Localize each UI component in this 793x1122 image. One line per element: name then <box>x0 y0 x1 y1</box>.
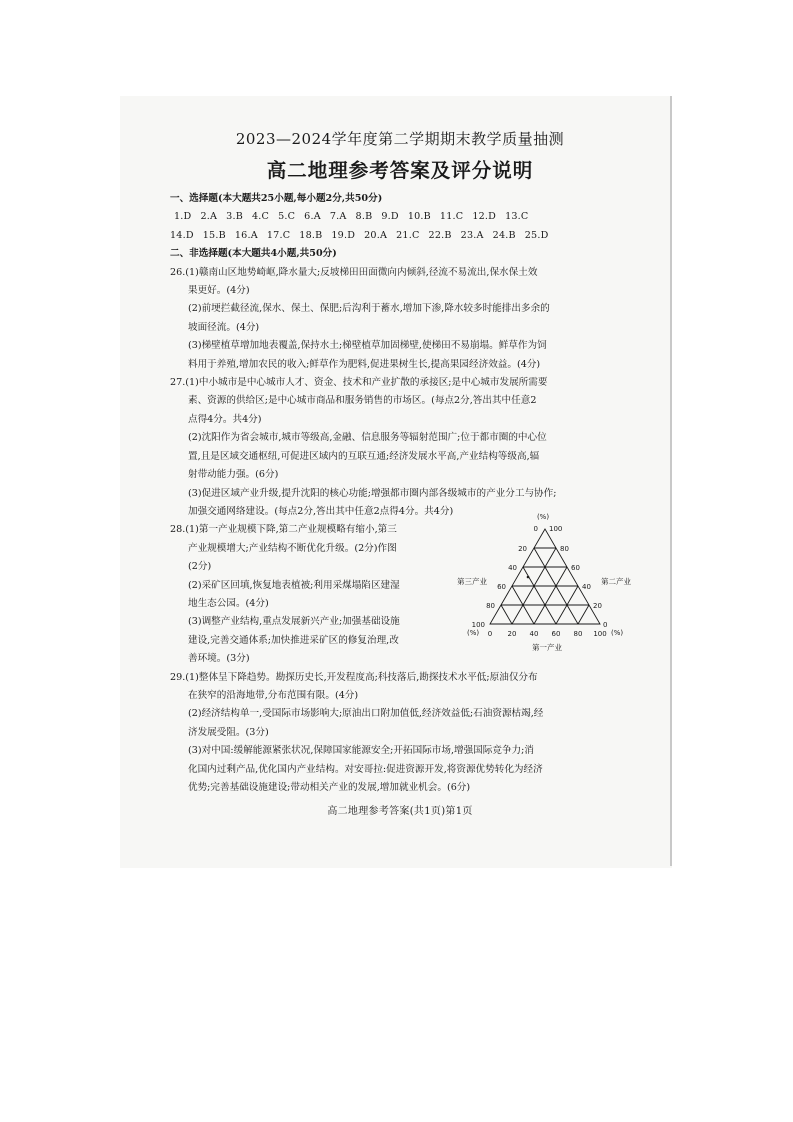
section2-heading: 二、非选择题(本大题共4小题,共50分) <box>170 248 337 260</box>
answer-item: 17.C <box>266 229 291 241</box>
left-tick: 100 <box>471 621 485 630</box>
answer-item: 10.B <box>407 211 431 223</box>
plotted-point <box>527 576 530 579</box>
answer-item: 23.A <box>460 229 484 241</box>
q29-line: 在狭窄的沿海地带,分布范围有限。(4分) <box>188 689 359 701</box>
bottom-tick: 40 <box>529 630 539 639</box>
right-tick: 80 <box>560 545 569 554</box>
q29-line: 化国内过剩产品,优化国内产业结构。对安哥拉:促进资源开发,将资源优势转化为经济 <box>188 763 543 775</box>
q26-line: (3)梯壁植草增加地表覆盖,保持水土;梯壁植草加固梯壁,使梯田不易崩塌。鲜草作为饲 <box>188 340 547 352</box>
bottom-left-unit: (%) <box>467 629 480 638</box>
q26-line: 果更好。(4分) <box>188 285 250 297</box>
answer-item: 13.C <box>505 211 529 223</box>
q27-line: 置,且是区域交通枢纽,可促进区域内的互联互通;经济发展水平高,产业结构等级高,辐 <box>188 450 540 462</box>
tertiary-industry-label: 第三产业 <box>457 577 487 587</box>
answer-item: 22.B <box>428 229 452 241</box>
bottom-tick: 60 <box>551 630 561 639</box>
answer-item: 21.C <box>396 229 420 241</box>
answer-item: 3.B <box>226 211 243 223</box>
q27-line: 加强交通网络建设。(每点2分,答出其中任意2点得4分。共4分) <box>188 505 454 517</box>
left-tick: 20 <box>518 545 527 554</box>
page-footer: 高二地理参考答案(共1页)第1页 <box>327 806 473 818</box>
document-title: 高二地理参考答案及评分说明 <box>266 159 534 182</box>
q27-line: 射带动能力强。(6分) <box>188 469 279 481</box>
answers-row-2 <box>170 227 630 245</box>
answer-item: 24.B <box>492 229 516 241</box>
bottom-right-unit: (%) <box>611 629 624 638</box>
question-28 <box>170 513 631 668</box>
q28-line: 建设,完善交通体系;加快推进采矿区的修复治理,改 <box>188 634 399 646</box>
answer-item: 14.D <box>170 229 194 241</box>
q28-line: 地生态公园。(4分) <box>188 597 269 609</box>
answer-item: 9.D <box>381 211 399 223</box>
top-unit-label: (%) <box>536 513 550 522</box>
q27-line: (3)促进区域产业升级,提升沈阳的核心功能;增强都市圈内部各级城市的产业分工与协作; <box>188 487 557 499</box>
ternary-grid <box>490 529 600 624</box>
answer-item: 2.A <box>200 211 218 223</box>
question-27 <box>170 374 630 521</box>
answer-item: 18.B <box>299 229 323 241</box>
bottom-tick: 20 <box>507 630 517 639</box>
q29-line: 29.(1)整体呈下降趋势。勘探历史长,开发程度高;科技落后,勘探技术水平低;原油仅分布 <box>170 671 538 683</box>
question-29 <box>170 669 630 798</box>
q29-line: 济发展受阻。(3分) <box>188 726 269 738</box>
bottom-tick: 80 <box>573 630 583 639</box>
bottom-tick: 100 <box>593 630 607 639</box>
right-tick: 0 <box>603 621 608 630</box>
q26-line: 料用于养殖,增加农民的收入;鲜草作为肥料,促进果树生长,提高果园经济效益。(4分) <box>188 358 541 370</box>
answer-item: 25.D <box>524 229 549 241</box>
q29-line: 优势;完善基础设施建设;带动相关产业的发展,增加就业机会。(6分) <box>188 782 471 793</box>
q26-line: (2)前埂拦截径流,保水、保土、保肥;后沟利于蓄水,增加下渗,降水较多时能排出多余的 <box>188 303 550 315</box>
question-26 <box>170 264 630 374</box>
answer-item: 11.C <box>439 211 464 223</box>
answer-item: 8.B <box>355 211 373 223</box>
q29-line: (3)对中国:缓解能源紧张状况,保障国家能源安全;开拓国际市场,增强国际竞争力;消 <box>188 745 534 757</box>
q28-line: 产业规模增大;产业结构不断优化升级。(2分)作图 <box>188 542 397 554</box>
answer-item: 12.D <box>472 211 497 223</box>
answers-row-1 <box>170 208 630 226</box>
answer-item: 5.C <box>278 211 296 223</box>
q28-line: 28.(1)第一产业规模下降,第二产业规模略有缩小,第三 <box>170 524 397 536</box>
primary-industry-label: 第一产业 <box>532 643 562 653</box>
answer-item: 7.A <box>329 211 347 223</box>
answer-item: 15.B <box>202 229 226 241</box>
q27-line: 素、资源的供给区;是中心城市商品和服务销售的市场区。(每点2分,答出其中任意2 <box>188 395 537 407</box>
q28-text <box>170 521 452 668</box>
exam-title: 2023—2024学年度第二学期期末教学质量抽测 <box>235 130 565 148</box>
right-tick: 40 <box>582 583 591 592</box>
right-tick: 100 <box>549 525 563 534</box>
q27-line: (2)沈阳作为省会城市,城市等级高,金融、信息服务等辐射范围广;位于都市圈的中心位 <box>188 432 547 444</box>
q27-line: 点得4分。共4分) <box>188 413 262 425</box>
answer-item: 16.A <box>234 229 258 241</box>
left-tick: 0 <box>533 525 538 534</box>
q26-line: 坡面径流。(4分) <box>188 321 260 333</box>
sheet-edge-shadow <box>670 96 672 866</box>
answer-item: 4.C <box>251 211 270 223</box>
answer-item: 19.D <box>331 229 356 241</box>
answer-item: 20.A <box>364 229 388 241</box>
right-tick: 20 <box>593 602 602 611</box>
ternary-diagram <box>455 511 635 661</box>
q28-line: (2分) <box>188 561 212 573</box>
left-tick: 60 <box>497 583 506 592</box>
answer-item: 6.A <box>304 211 321 223</box>
q28-line: 善环境。(3分) <box>188 653 250 665</box>
answer-item: 1.D <box>174 211 192 223</box>
bottom-tick: 0 <box>487 630 493 639</box>
q28-line: (2)采矿区回填,恢复地表植被;利用采煤塌陷区建湿 <box>188 579 400 591</box>
q28-line: (3)调整产业结构,重点发展新兴产业;加强基础设施 <box>188 616 400 628</box>
left-tick: 40 <box>508 564 517 573</box>
answer-document <box>170 128 630 832</box>
q26-line: 26.(1)赣南山区地势崎岖,降水量大;反坡梯田田面微向内倾斜,径流不易流出,保水保土效 <box>170 266 538 278</box>
secondary-industry-label: 第二产业 <box>601 577 631 587</box>
q27-line: 27.(1)中小城市是中心城市人才、资金、技术和产业扩散的承接区;是中心城市发展所需要 <box>170 377 548 389</box>
triangle-outline <box>490 529 600 624</box>
q29-line: (2)经济结构单一,受国际市场影响大;原油出口附加值低,经济效益低;石油资源枯竭,经 <box>188 708 544 720</box>
left-tick: 80 <box>486 602 495 611</box>
section1-heading: 一、选择题(本大题共25小题,每小题2分,共50分) <box>170 193 383 204</box>
right-tick: 60 <box>571 564 580 573</box>
